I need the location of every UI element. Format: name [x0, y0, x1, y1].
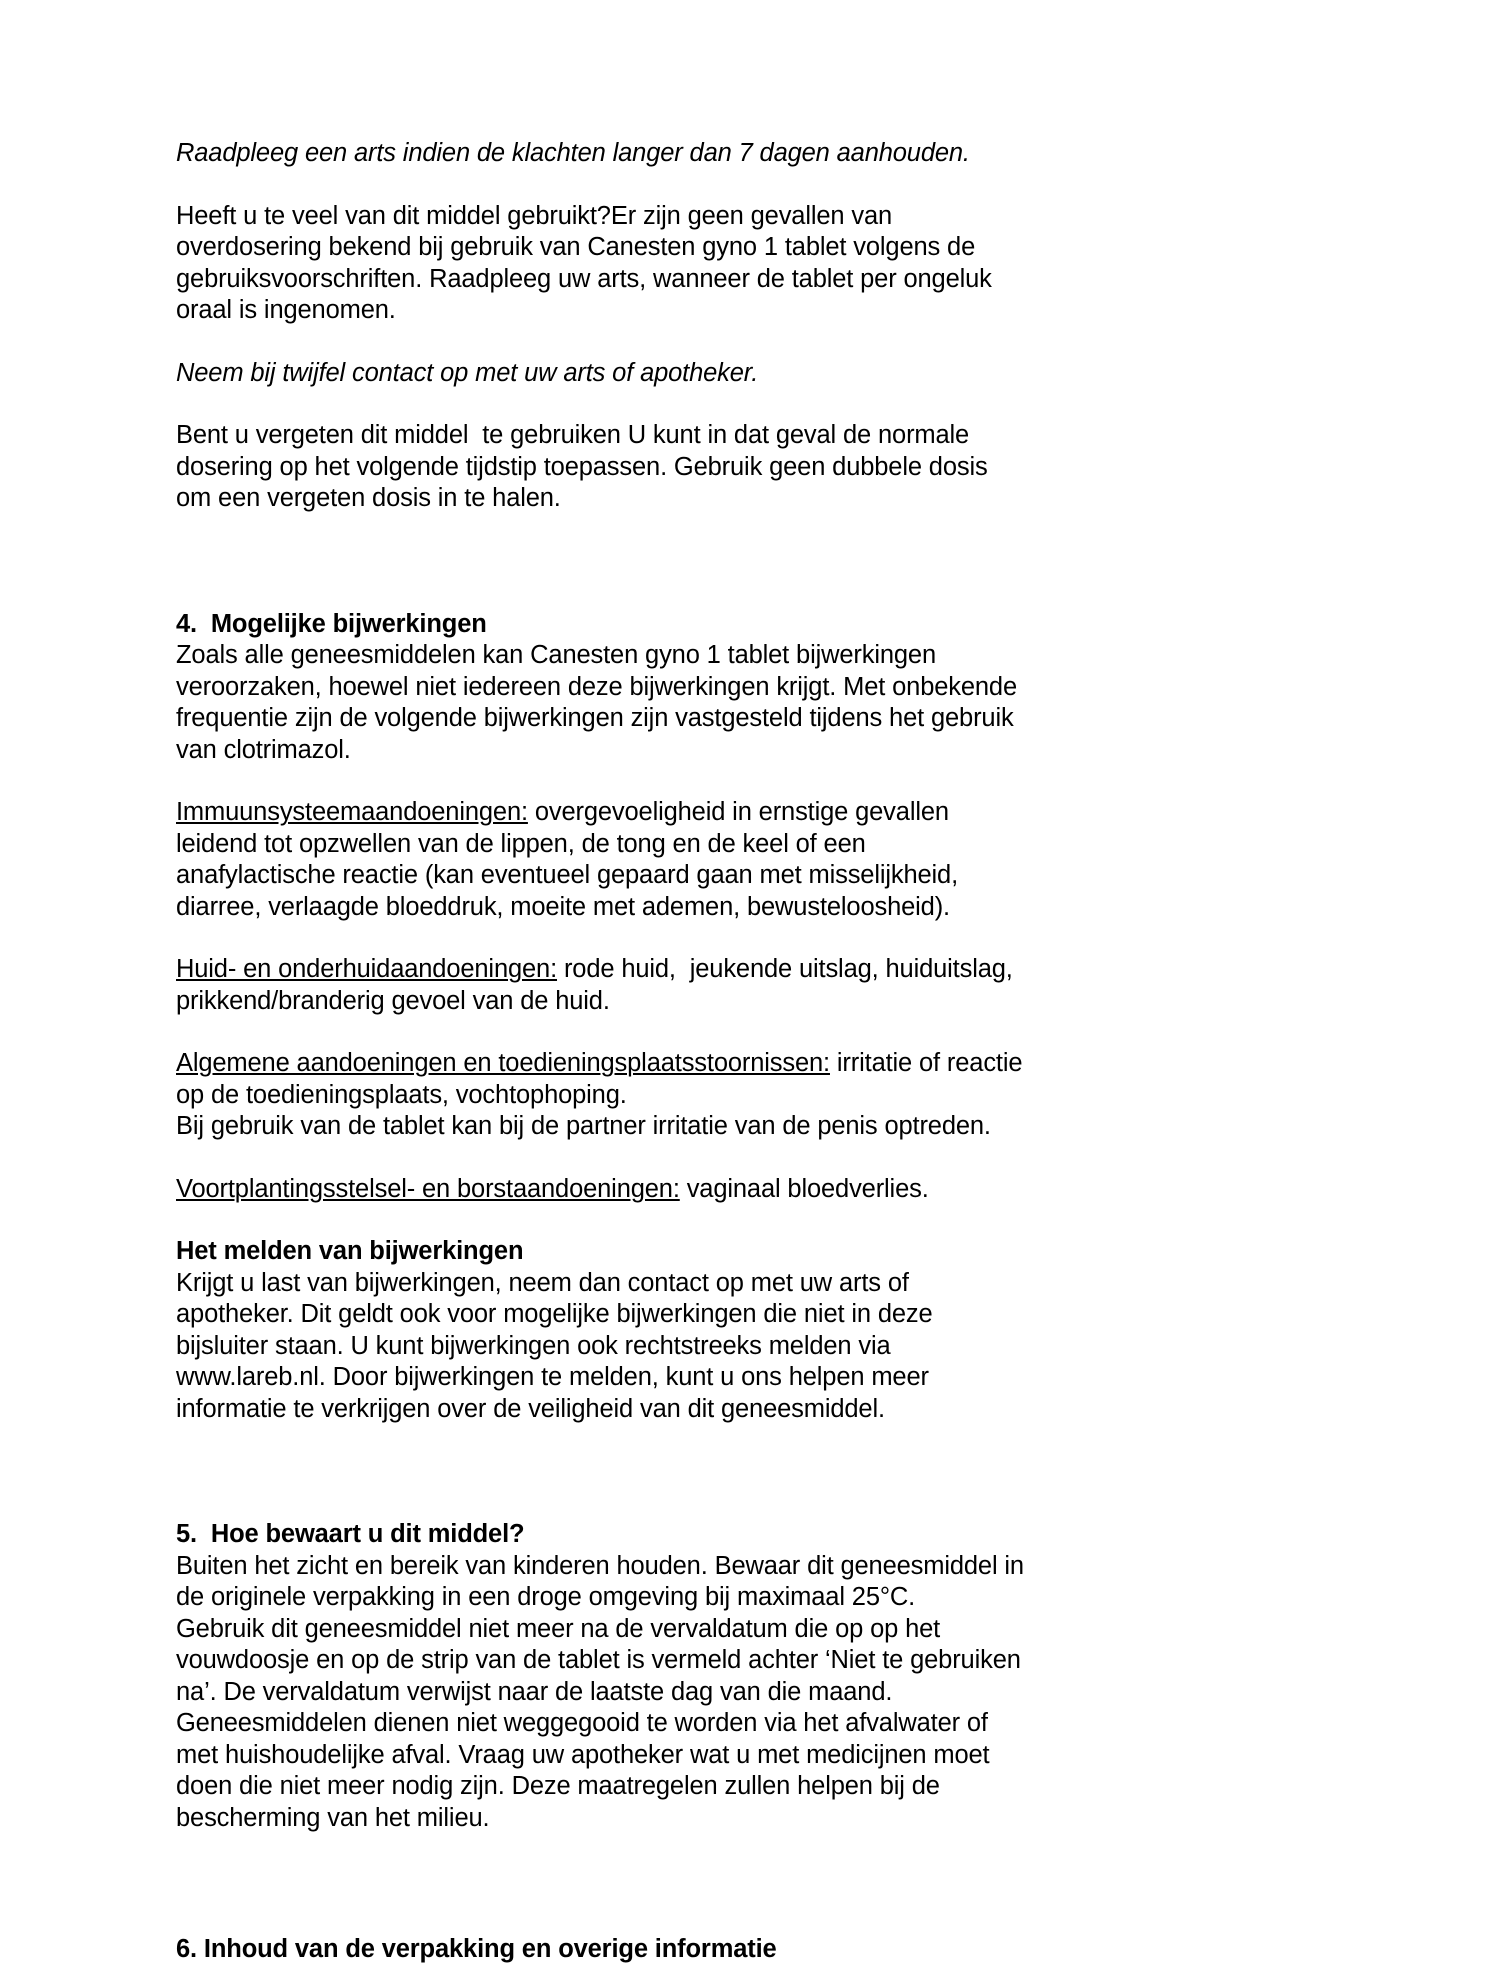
- side-effect-text-general: irritatie of reactie op de toedieningsplaats, vochtophoping.: [176, 1049, 1030, 1109]
- paragraph-forgotten-dose: Bent u vergeten dit middel te gebruiken U kunt in dat geval de normale dosering op het volgende tijdstip toepassen. Gebruik geen dubbele dosis om een vergeten dosis in te halen.: [176, 421, 995, 512]
- section-5-expiry: Gebruik dit geneesmiddel niet meer na de vervaldatum die op op het vouwdoosje en op de strip van de tablet is vermeld achter ‘Niet te gebruiken na’. De vervaldatum verwijst naar de laatste dag van die maand.: [176, 1614, 1028, 1706]
- section-4-heading: 4. Mogelijke bijwerkingen: [176, 609, 487, 638]
- side-effect-text-skin: rode huid, jeukende uitslag, huiduitslag, prikkend/branderig gevoel van de huid.: [176, 955, 1020, 1015]
- spacer: [176, 327, 1026, 358]
- side-effect-general: [176, 1048, 1030, 1111]
- reporting-text: Krijgt u last van bijwerkingen, neem dan contact op met uw arts of apotheker. Dit geldt ook voor mogelijke bijwerkingen die niet in deze bijsluiter staan. U kunt bijwerkingen ook rechtstreeks melden via www.lareb.nl. Door bijwerkingen te melden, kunt u ons helpen meer informatie te verkrijgen over de veiligheid van dit geneesmiddel.: [176, 1268, 940, 1423]
- document-content: [176, 138, 1031, 1966]
- side-effect-text-reproductive: vaginaal bloedverlies.: [679, 1174, 929, 1203]
- paragraph-doubt: Neem bij twijfel contact op met uw arts of apotheker.: [176, 358, 759, 387]
- side-effect-label-general: Algemene aandoeningen en toedieningsplaatsstoornissen:: [176, 1049, 830, 1077]
- section-5-storage-conditions: Buiten het zicht en bereik van kinderen houden. Bewaar dit geneesmiddel in de originele verpakking in een droge omgeving bij maximaal 25°C.: [176, 1551, 1031, 1611]
- side-effect-reproductive: [176, 1174, 1026, 1206]
- side-effect-label-reproductive: Voortplantingsstelsel- en borstaandoeningen:: [176, 1174, 680, 1203]
- spacer: [176, 766, 1026, 797]
- side-effect-skin: [176, 954, 1026, 1017]
- section-6-heading: 6. Inhoud van de verpakking en overige informatie: [176, 1935, 777, 1963]
- section-4-intro: Zoals alle geneesmiddelen kan Canesten gyno 1 tablet bijwerkingen veroorzaken, hoewel niet iedereen deze bijwerkingen krijgt. Met onbekende frequentie zijn de volgende bijwerkingen zijn vastgesteld tijdens het gebruik van clotrimazol.: [176, 641, 1024, 764]
- spacer: [176, 1205, 1026, 1236]
- section-5-heading: 5. Hoe bewaart u dit middel?: [176, 1520, 525, 1548]
- spacer: [176, 170, 1026, 201]
- side-effect-immune: [176, 797, 1026, 923]
- spacer: [176, 1143, 1026, 1174]
- spacer: [176, 389, 1026, 420]
- side-effect-label-immune: Immuunsysteemaandoeningen:: [176, 798, 528, 826]
- spacer: [176, 515, 1026, 609]
- spacer: [176, 923, 1026, 954]
- side-effect-text-immune: overgevoeligheid in ernstige gevallen leidend tot opzwellen van de lippen, de tong en de keel of een anafylactische reactie (kan eventueel gepaard gaan met misselijkheid, diarree, verlaagde bloeddruk, moeite met ademen, bewusteloosheid).: [176, 798, 965, 921]
- side-effect-general-extra: Bij gebruik van de tablet kan bij de partner irritatie van de penis optreden.: [176, 1112, 991, 1140]
- spacer: [176, 1425, 1026, 1519]
- paragraph-consult-doctor: Raadpleeg een arts indien de klachten langer dan 7 dagen aanhouden.: [176, 139, 970, 167]
- section-5-disposal: Geneesmiddelen dienen niet weggegooid te worden via het afvalwater of met huishoudelijke afval. Vraag uw apotheker wat u met medicijnen moet doen die niet meer nodig zijn. Deze maatregelen zullen helpen bij de bescherming van het milieu.: [176, 1709, 997, 1832]
- spacer: [176, 1834, 1026, 1934]
- spacer: [176, 1017, 1026, 1048]
- side-effect-label-skin: Huid- en onderhuidaandoeningen:: [176, 955, 558, 983]
- paragraph-overdose: Heeft u te veel van dit middel gebruikt?Er zijn geen gevallen van overdosering bekend bij gebruik van Canesten gyno 1 tablet volgens de gebruiksvoorschriften. Raadpleeg uw arts, wanneer de tablet per ongeluk oraal is ingenomen.: [176, 201, 999, 324]
- reporting-heading: Het melden van bijwerkingen: [176, 1237, 524, 1265]
